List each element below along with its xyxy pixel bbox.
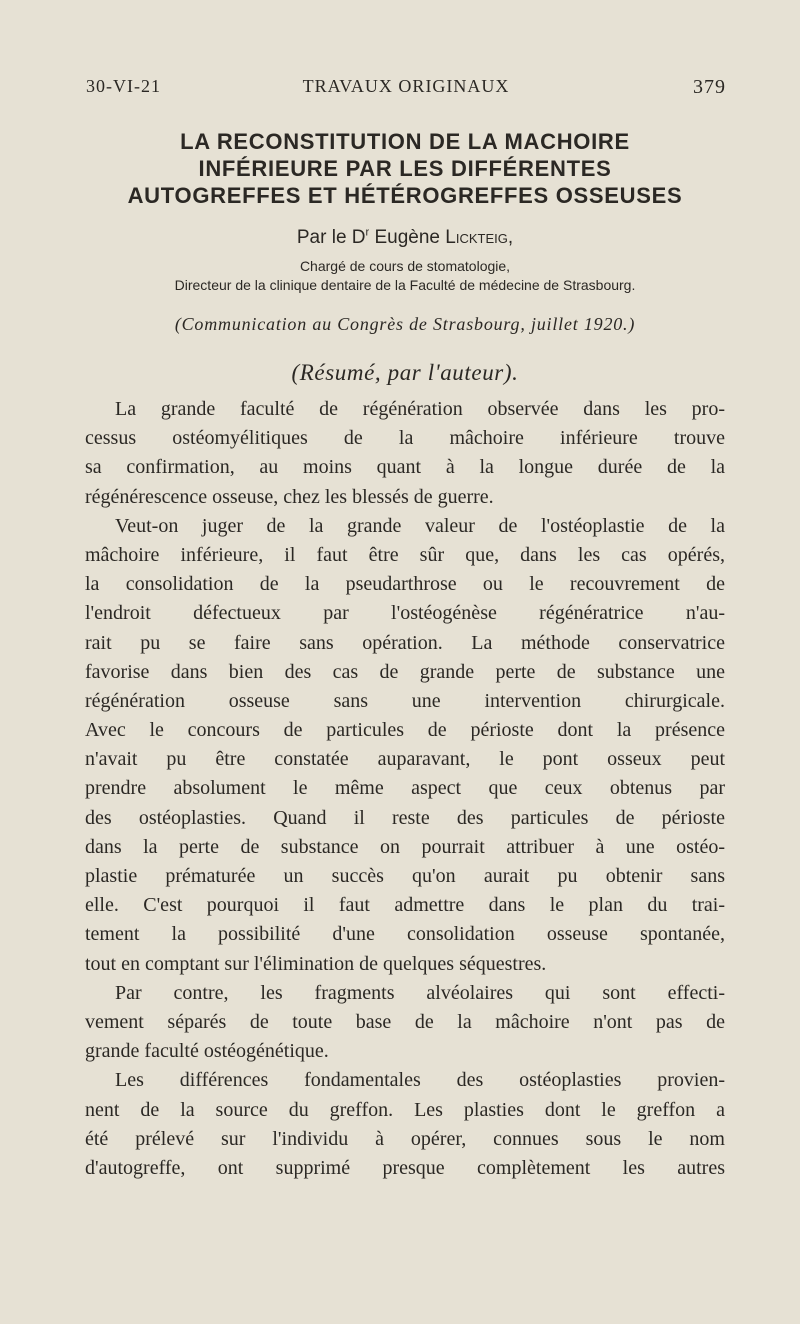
- text-line: tement la possibilité d'une consolidation osseuse spontanée,: [85, 923, 725, 946]
- title-line: INFÉRIEURE PAR LES DIFFÉRENTES: [198, 156, 612, 181]
- text-line: La grande faculté de régénération observée dans les pro-: [115, 398, 725, 420]
- running-header: [86, 76, 726, 100]
- header-date: 30-VI-21: [86, 76, 161, 96]
- author-prefix: Par le D: [296, 227, 366, 248]
- text-line: plastie prématurée un succès qu'on aurait pu obtenir sans: [85, 865, 725, 887]
- affiliation-line: Directeur de la clinique dentaire de la Faculté de médecine de Strasbourg.: [174, 277, 636, 293]
- page-number: 379: [693, 76, 726, 98]
- title-line: LA RECONSTITUTION DE LA MACHOIRE: [180, 129, 630, 154]
- text-line: Veut-on juger de la grande valeur de l'ostéoplastie de la: [115, 514, 725, 537]
- text-line: cessus ostéomyélitiques de la mâchoire inférieure trouve: [85, 427, 725, 450]
- text-line: grande faculté ostéogénétique.: [85, 1040, 329, 1063]
- text-line: été prélevé sur l'individu à opérer, connues sous le nom: [85, 1127, 725, 1150]
- author-lastname: Lickteig,: [445, 227, 514, 248]
- paragraph: [85, 512, 725, 979]
- text-line: Avec le concours de particules de périoste dont la présence: [85, 719, 725, 742]
- text-line: d'autogreffe, ont supprimé presque complètement les autres: [85, 1156, 725, 1179]
- author-affiliation: [70, 257, 740, 295]
- text-line: nent de la source du greffon. Les plasties dont le greffon a: [85, 1098, 725, 1121]
- title-line: AUTOGREFFES ET HÉTÉROGREFFES OSSEUSES: [127, 183, 683, 208]
- text-line: n'avait pu être constatée auparavant, le pont osseux peut: [85, 748, 725, 771]
- article-title: [60, 128, 750, 209]
- text-line: rait pu se faire sans opération. La méthode conservatrice: [85, 631, 725, 654]
- text-line: prendre absolument le même aspect que ceux obtenus par: [85, 777, 725, 800]
- text-line: dans la perte de substance on pourrait attribuer à une ostéo-: [85, 835, 725, 858]
- text-line: elle. C'est pourquoi il faut admettre dans le plan du trai-: [85, 894, 725, 917]
- text-line: la consolidation de la pseudarthrose ou le recouvrement de: [85, 573, 725, 596]
- text-line: mâchoire inférieure, il faut être sûr que, dans les cas opérés,: [85, 543, 725, 566]
- text-line: des ostéoplasties. Quand il reste des particules de périoste: [85, 806, 725, 829]
- text-line: tout en comptant sur l'élimination de quelques séquestres.: [85, 952, 547, 975]
- text-line: sa confirmation, au moins quant à la longue durée de la: [85, 456, 725, 479]
- text-line: l'endroit défectueux par l'ostéogénèse régénératrice n'au-: [85, 602, 725, 625]
- paragraph: [85, 395, 725, 512]
- affiliation-line: Chargé de cours de stomatologie,: [299, 258, 511, 274]
- text-line: vement séparés de toute base de la mâchoire n'ont pas de: [85, 1010, 725, 1033]
- author-firstname: Eugène: [374, 227, 440, 248]
- article-body: [85, 395, 725, 1183]
- author-line: [60, 226, 750, 250]
- author-prefix-superscript: r: [365, 226, 370, 239]
- communication-note: (Communication au Congrès de Strasbourg, juillet 1920.): [174, 314, 636, 334]
- resume-label: (Résumé, par l'auteur).: [291, 360, 519, 385]
- text-line: régénération osseuse sans une intervention chirurgicale.: [85, 689, 725, 712]
- paragraph: [85, 1066, 725, 1183]
- header-section: TRAVAUX ORIGINAUX: [302, 76, 510, 96]
- text-line: régénérescence osseuse, chez les blessés de guerre.: [85, 485, 494, 508]
- text-line: favorise dans bien des cas de grande perte de substance une: [85, 660, 725, 683]
- paragraph: [85, 979, 725, 1067]
- text-line: Les différences fondamentales des ostéoplasties provien-: [115, 1069, 725, 1092]
- text-line: Par contre, les fragments alvéolaires qui sont effecti-: [115, 981, 725, 1004]
